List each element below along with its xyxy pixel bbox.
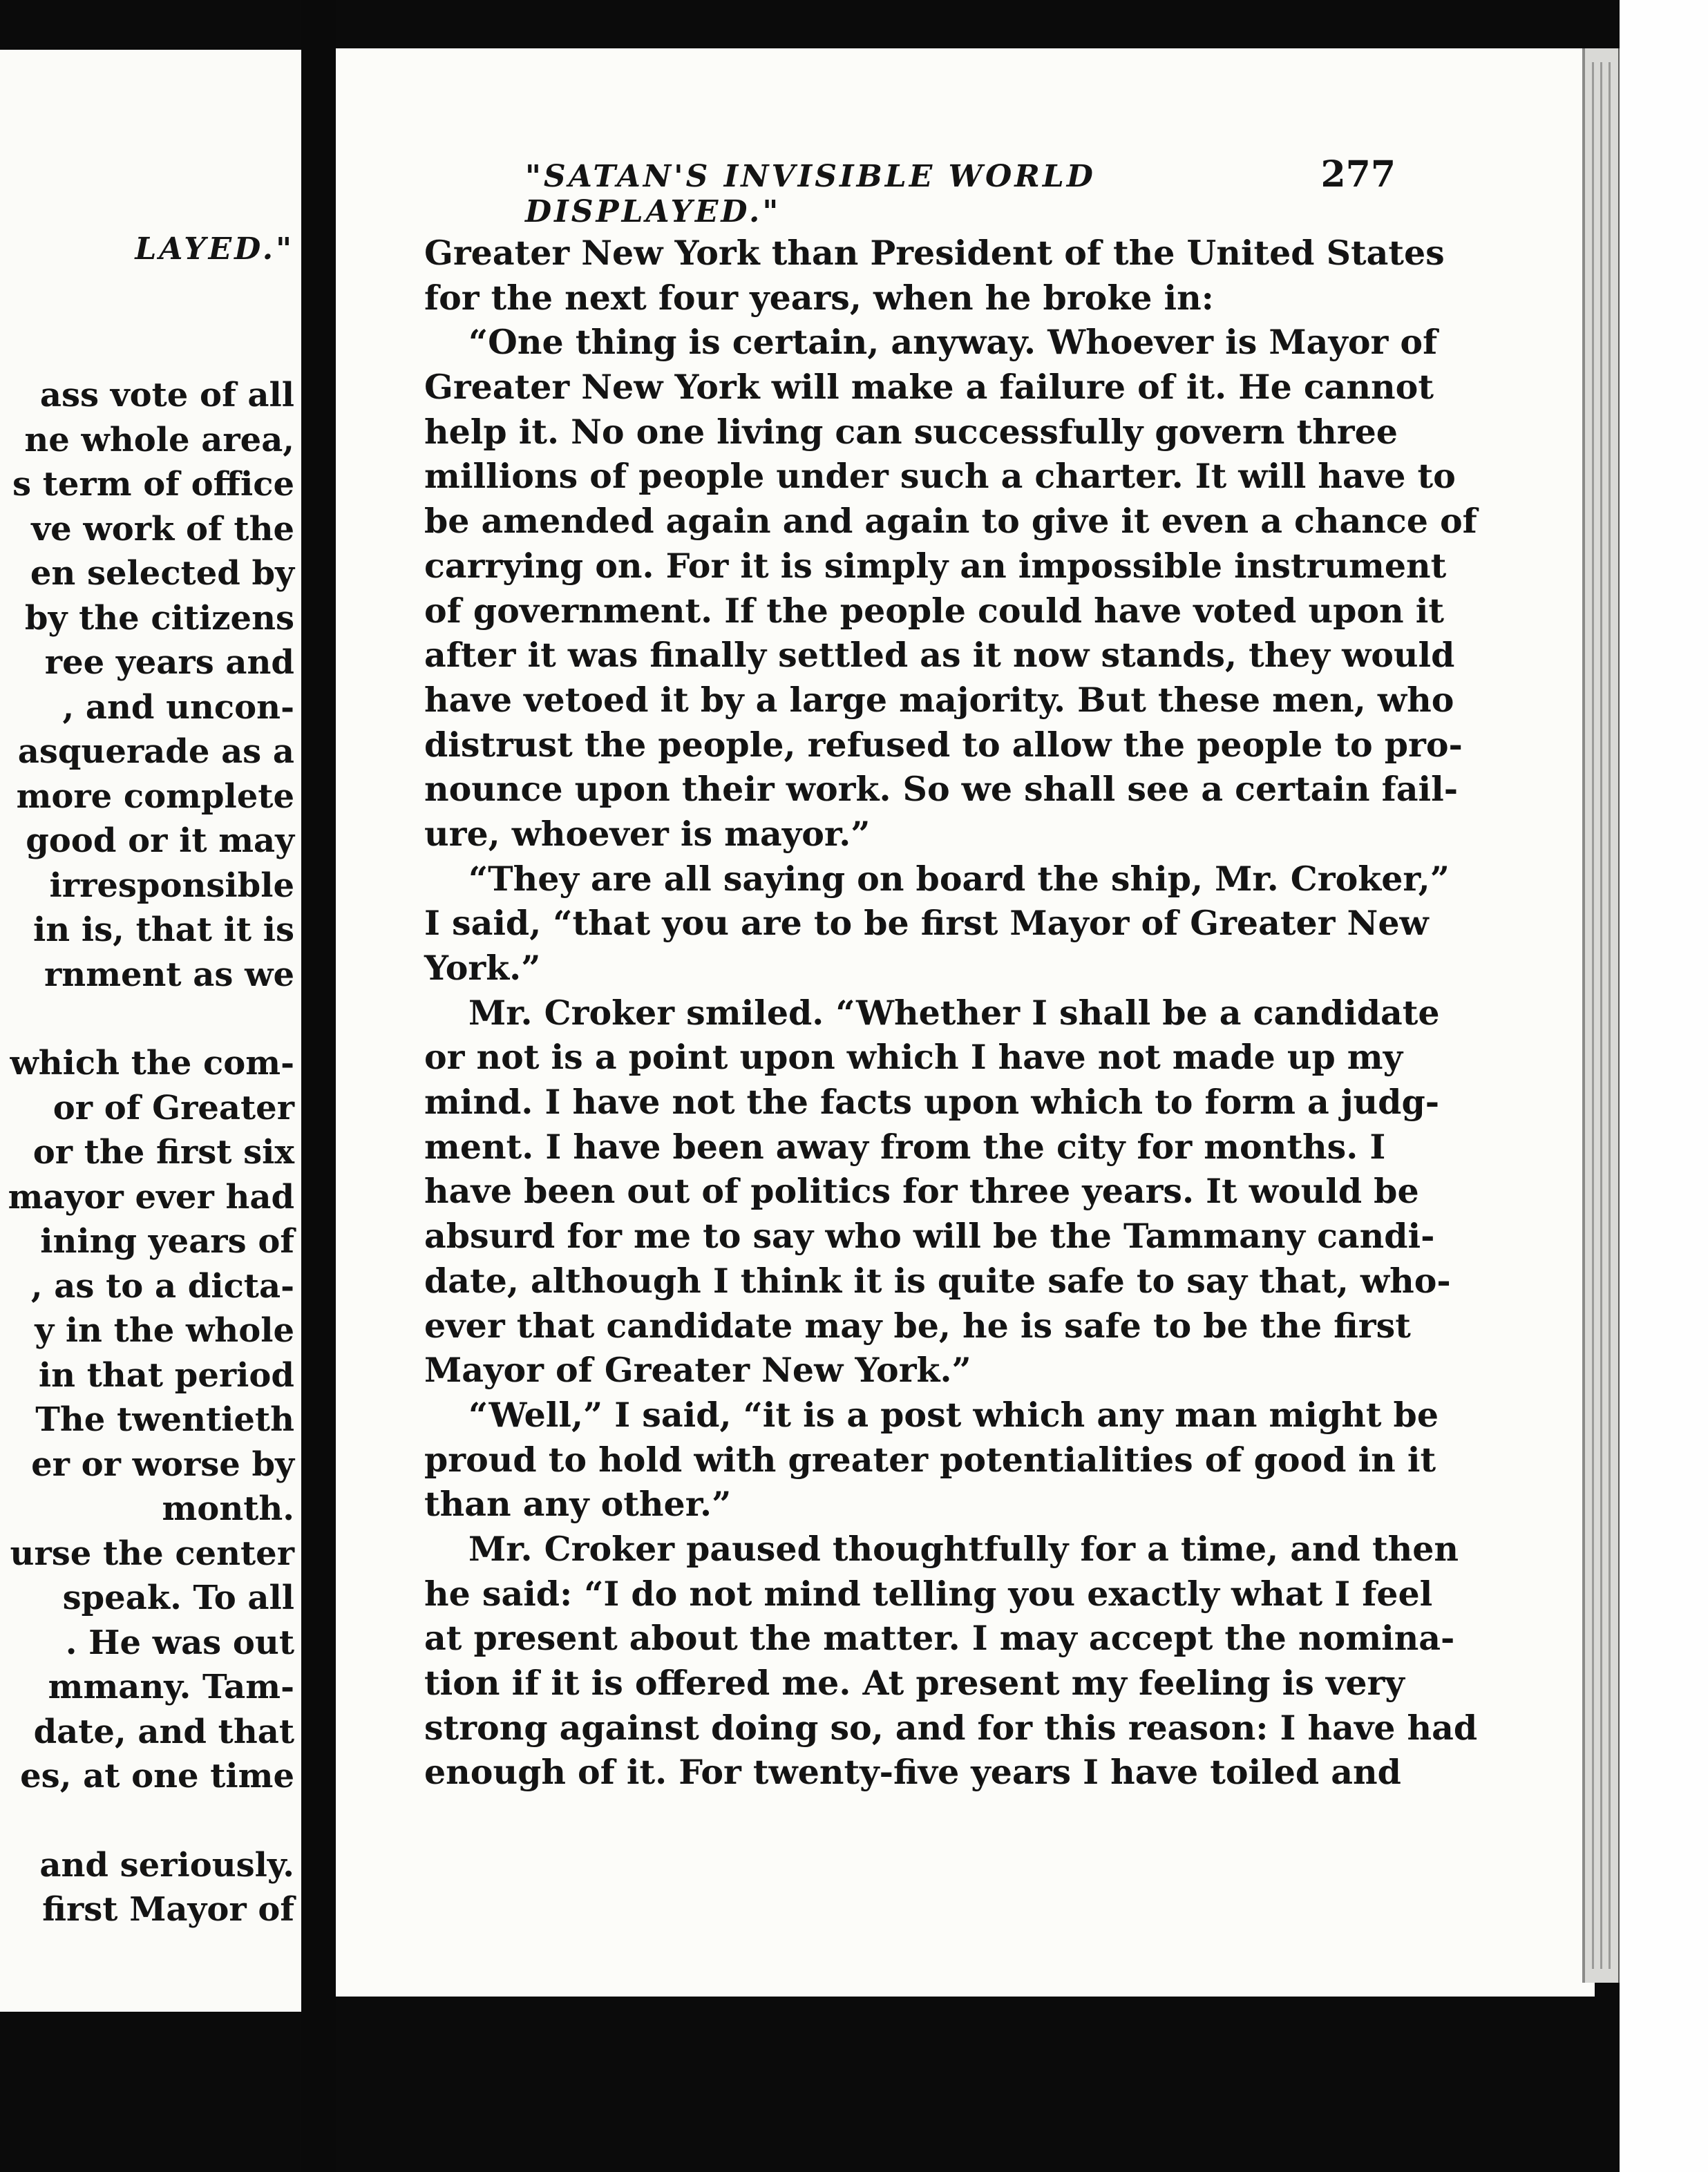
text-line: at present about the matter. I may accept the nomina-: [424, 1618, 1455, 1659]
text-line: “They are all saying on board the ship, Mr. Croker,”: [468, 858, 1450, 899]
left-page-line: asquerade as a: [17, 732, 294, 771]
left-page-line: first Mayor of: [42, 1890, 294, 1929]
text-line: help it. No one living can successfully govern three: [424, 411, 1398, 452]
left-page-line: . He was out: [65, 1623, 294, 1662]
left-page-line: ve work of the: [31, 509, 294, 549]
left-page-line: s term of office: [12, 465, 294, 504]
text-line: I said, “that you are to be first Mayor of Greater New: [424, 903, 1429, 944]
text-line: millions of people under such a charter. It will have to: [424, 456, 1456, 497]
text-line: have vetoed it by a large majority. But these men, who: [424, 679, 1454, 720]
text-line: than any other.”: [424, 1484, 732, 1525]
left-page-text: [0, 138, 294, 1932]
left-page-line: The twentieth: [35, 1400, 294, 1439]
page-edge-line: [1592, 62, 1594, 1969]
right-running-head: [525, 153, 1396, 229]
text-line: strong against doing so, and for this reason: I have had: [424, 1707, 1478, 1748]
text-line: Greater New York than President of the United States: [424, 233, 1445, 273]
text-line: absurd for me to say who will be the Tammany candi-: [424, 1216, 1435, 1257]
left-running-head: LAYED.": [135, 231, 294, 267]
text-line: or not is a point upon which I have not made up my: [424, 1037, 1403, 1078]
left-page-line: rnment as we: [44, 955, 294, 994]
page-number: 277: [1320, 153, 1396, 196]
running-head-title: "SATAN'S INVISIBLE WORLD DISPLAYED.": [525, 159, 1096, 229]
text-line: he said: “I do not mind telling you exactly what I feel: [424, 1573, 1433, 1614]
left-page-line: which the com-: [10, 1044, 294, 1083]
left-page-line: ass vote of all: [39, 376, 294, 415]
left-page-line: mayor ever had: [8, 1177, 294, 1217]
text-line: Mr. Croker paused thoughtfully for a time, and then: [468, 1528, 1459, 1569]
left-page-line: , as to a dicta-: [30, 1266, 294, 1306]
page-edge-line: [1600, 62, 1602, 1969]
left-page-blank-line: [0, 1799, 294, 1843]
book-gutter: [301, 0, 336, 2172]
left-page-line: month.: [162, 1489, 294, 1528]
text-line: York.”: [424, 948, 541, 988]
text-line: ment. I have been away from the city for months. I: [424, 1126, 1386, 1167]
left-page-line: irresponsible: [49, 866, 294, 905]
left-page-line: in that period: [38, 1355, 294, 1395]
page-edge-line: [1609, 62, 1611, 1969]
text-line: proud to hold with greater potentialities of good in it: [424, 1439, 1436, 1480]
left-page-line: urse the center: [10, 1534, 294, 1573]
left-page-line: en selected by: [30, 554, 294, 593]
text-line: “One thing is certain, anyway. Whoever is Mayor of: [468, 322, 1438, 363]
text-line: ure, whoever is mayor.”: [424, 813, 871, 854]
text-line: be amended again and again to give it even a chance of: [424, 501, 1477, 542]
left-page-line: or of Greater: [53, 1088, 294, 1127]
left-page-line: y in the whole: [35, 1311, 294, 1350]
left-page-line: in is, that it is: [33, 911, 294, 949]
left-page-line: es, at one time: [20, 1757, 294, 1795]
text-line: mind. I have not the facts upon which to form a judg-: [424, 1082, 1440, 1123]
left-page-line: mmany. Tam-: [48, 1668, 294, 1706]
text-line: tion if it is offered me. At present my feeling is very: [424, 1663, 1405, 1703]
text-line: “Well,” I said, “it is a post which any man might be: [468, 1394, 1439, 1435]
text-line: Greater New York will make a failure of it. He cannot: [424, 367, 1434, 408]
text-line: ever that candidate may be, he is safe to be the first: [424, 1305, 1411, 1346]
text-line: nounce upon their work. So we shall see a certain fail-: [424, 769, 1459, 810]
left-page-line: ne whole area,: [24, 420, 294, 459]
text-line: Mayor of Greater New York.”: [424, 1350, 971, 1391]
left-page-line: , and uncon-: [62, 687, 294, 727]
left-page-line: good or it may: [26, 821, 294, 860]
text-line: date, although I think it is quite safe to say that, who-: [424, 1260, 1451, 1301]
scan-margin: [1620, 0, 1708, 2172]
left-page-line: er or worse by: [31, 1445, 294, 1484]
right-page-body: [424, 231, 1478, 1795]
text-line: distrust the people, refused to allow the people to pro-: [424, 724, 1463, 765]
left-page-line: date, and that: [33, 1712, 294, 1751]
left-page-blank-line: [0, 997, 294, 1041]
left-page-line: by the citizens: [24, 598, 294, 638]
left-page-line: ining years of: [40, 1222, 294, 1261]
left-page-line: or the first six: [32, 1133, 294, 1172]
text-line: carrying on. For it is simply an impossible instrument: [424, 545, 1447, 586]
left-page-line: and seriously.: [39, 1845, 294, 1885]
text-line: enough of it. For twenty-five years I have toiled and: [424, 1752, 1401, 1793]
text-line: for the next four years, when he broke in:: [424, 277, 1214, 318]
text-line: of government. If the people could have voted upon it: [424, 590, 1444, 631]
left-page-line: speak. To all: [62, 1579, 294, 1617]
text-line: have been out of politics for three years. It would be: [424, 1171, 1419, 1212]
page-edges: [1582, 48, 1622, 1983]
left-page-line: ree years and: [44, 643, 294, 682]
left-page-line: more complete: [16, 777, 294, 816]
text-line: after it was finally settled as it now stands, they would: [424, 635, 1455, 676]
text-line: Mr. Croker smiled. “Whether I shall be a candidate: [468, 992, 1440, 1033]
